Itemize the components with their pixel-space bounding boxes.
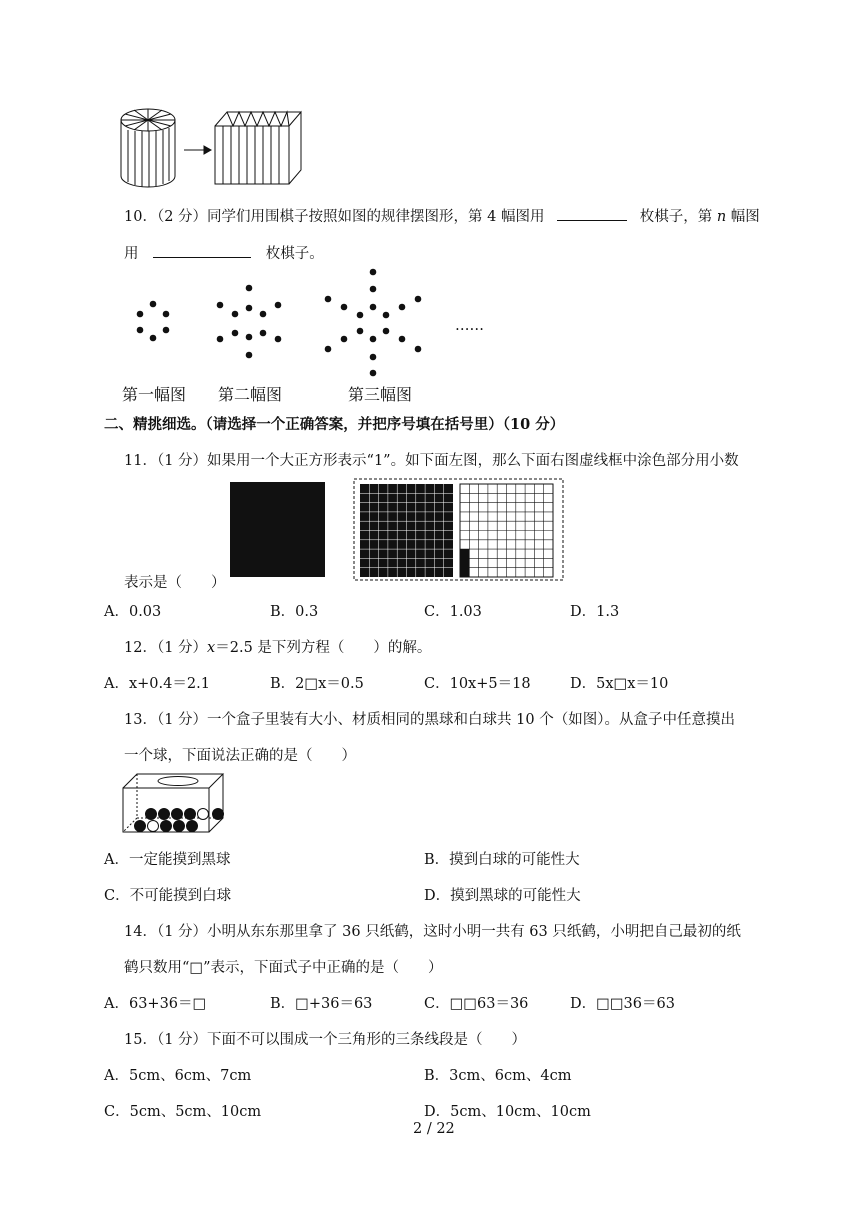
q12-var-x: x <box>207 640 216 656</box>
q12-option-a[interactable]: A．x+0.4＝2.1 <box>104 676 210 692</box>
q10-fig-label-3: 第三幅图 <box>348 385 413 404</box>
q11-option-a[interactable]: A．0.03 <box>104 604 162 620</box>
q10-answer-blank-2[interactable] <box>153 243 251 258</box>
q13-option-d[interactable]: D．摸到黑球的可能性大 <box>424 888 581 904</box>
section-2-heading: 二、精挑细选。（请选择一个正确答案，并把序号填在括号里）（10 分） <box>104 416 565 433</box>
q15-option-a[interactable]: A．5cm、6cm、7cm <box>104 1068 252 1084</box>
q10-text-c: 幅图 <box>730 209 760 225</box>
q14-option-b[interactable]: B．□+36＝63 <box>270 996 373 1012</box>
q13-stem-2: 一个球，下面说法正确的是（ ） <box>124 748 356 764</box>
q10-var-n: n <box>716 209 727 225</box>
q10-text-e: 枚棋子。 <box>265 246 324 262</box>
q12-option-b[interactable]: B．2□x＝0.5 <box>270 676 364 692</box>
q10-line2 <box>124 242 324 263</box>
q10-text-a: 10．（2 分）同学们用围棋子按照如图的规律摆图形，第 4 幅图用 <box>124 209 545 225</box>
q11-stem: 11．（1 分）如果用一个大正方形表示“1”。如下面左图，那么下面右图虚线框中涂色部分用小数 <box>124 453 739 469</box>
q12-stem-a: 12．（1 分） <box>124 640 208 656</box>
q15-option-b[interactable]: B．3cm、6cm、4cm <box>424 1068 572 1084</box>
q10-text-d: 用 <box>124 246 139 262</box>
q15-option-d[interactable]: D．5cm、10cm、10cm <box>424 1104 591 1120</box>
q11-unit-square <box>230 482 326 578</box>
page-number: 2 / 22 <box>413 1121 455 1137</box>
q10-answer-blank-1[interactable] <box>557 206 627 221</box>
q10-fig-label-1: 第一幅图 <box>122 385 187 404</box>
q11-option-d[interactable]: D．1.3 <box>570 604 620 620</box>
q13-option-a[interactable]: A．一定能摸到黑球 <box>104 852 231 868</box>
q10-text-b: 枚棋子，第 <box>639 209 713 225</box>
q14-option-c[interactable]: C．□□63＝36 <box>424 996 529 1012</box>
q14-option-a[interactable]: A．63+36＝□ <box>104 996 207 1012</box>
q11-option-c[interactable]: C．1.03 <box>424 604 482 620</box>
q11-option-b[interactable]: B．0.3 <box>270 604 319 620</box>
q11-stem-2: 表示是（ ） <box>124 575 226 591</box>
q14-stem: 14．（1 分）小明从东东那里拿了 36 只纸鹤，这时小明一共有 63 只纸鹤，小明把自己最初的纸 <box>124 924 741 940</box>
q15-stem: 15．（1 分）下面不可以围成一个三角形的三条线段是（ ） <box>124 1032 527 1048</box>
q12-stem <box>124 636 431 657</box>
q13-option-b[interactable]: B．摸到白球的可能性大 <box>424 852 580 868</box>
q14-stem-2: 鹤只数用“□”表示，下面式子中正确的是（ ） <box>124 960 443 976</box>
q14-option-d[interactable]: D．□□36＝63 <box>570 996 675 1012</box>
q12-stem-b: ＝2.5 是下列方程（ ）的解。 <box>215 640 432 656</box>
q10-pattern-figure <box>120 265 490 380</box>
cylinder-to-cuboid-figure <box>118 104 308 190</box>
q13-ball-box-figure <box>120 768 226 836</box>
q15-option-c[interactable]: C．5cm、5cm、10cm <box>104 1104 262 1120</box>
q10-fig-label-2: 第二幅图 <box>218 385 283 404</box>
q13-option-c[interactable]: C．不可能摸到白球 <box>104 888 232 904</box>
q12-option-c[interactable]: C．10x+5＝18 <box>424 676 531 692</box>
q10-ellipsis: …… <box>455 318 484 334</box>
q13-stem: 13．（1 分）一个盒子里装有大小、材质相同的黑球和白球共 10 个（如图）。从盒子中任意摸出 <box>124 712 735 728</box>
q12-option-d[interactable]: D．5x□x＝10 <box>570 676 669 692</box>
q11-dashed-frame-figure <box>353 478 565 584</box>
q10-line1 <box>124 205 760 226</box>
